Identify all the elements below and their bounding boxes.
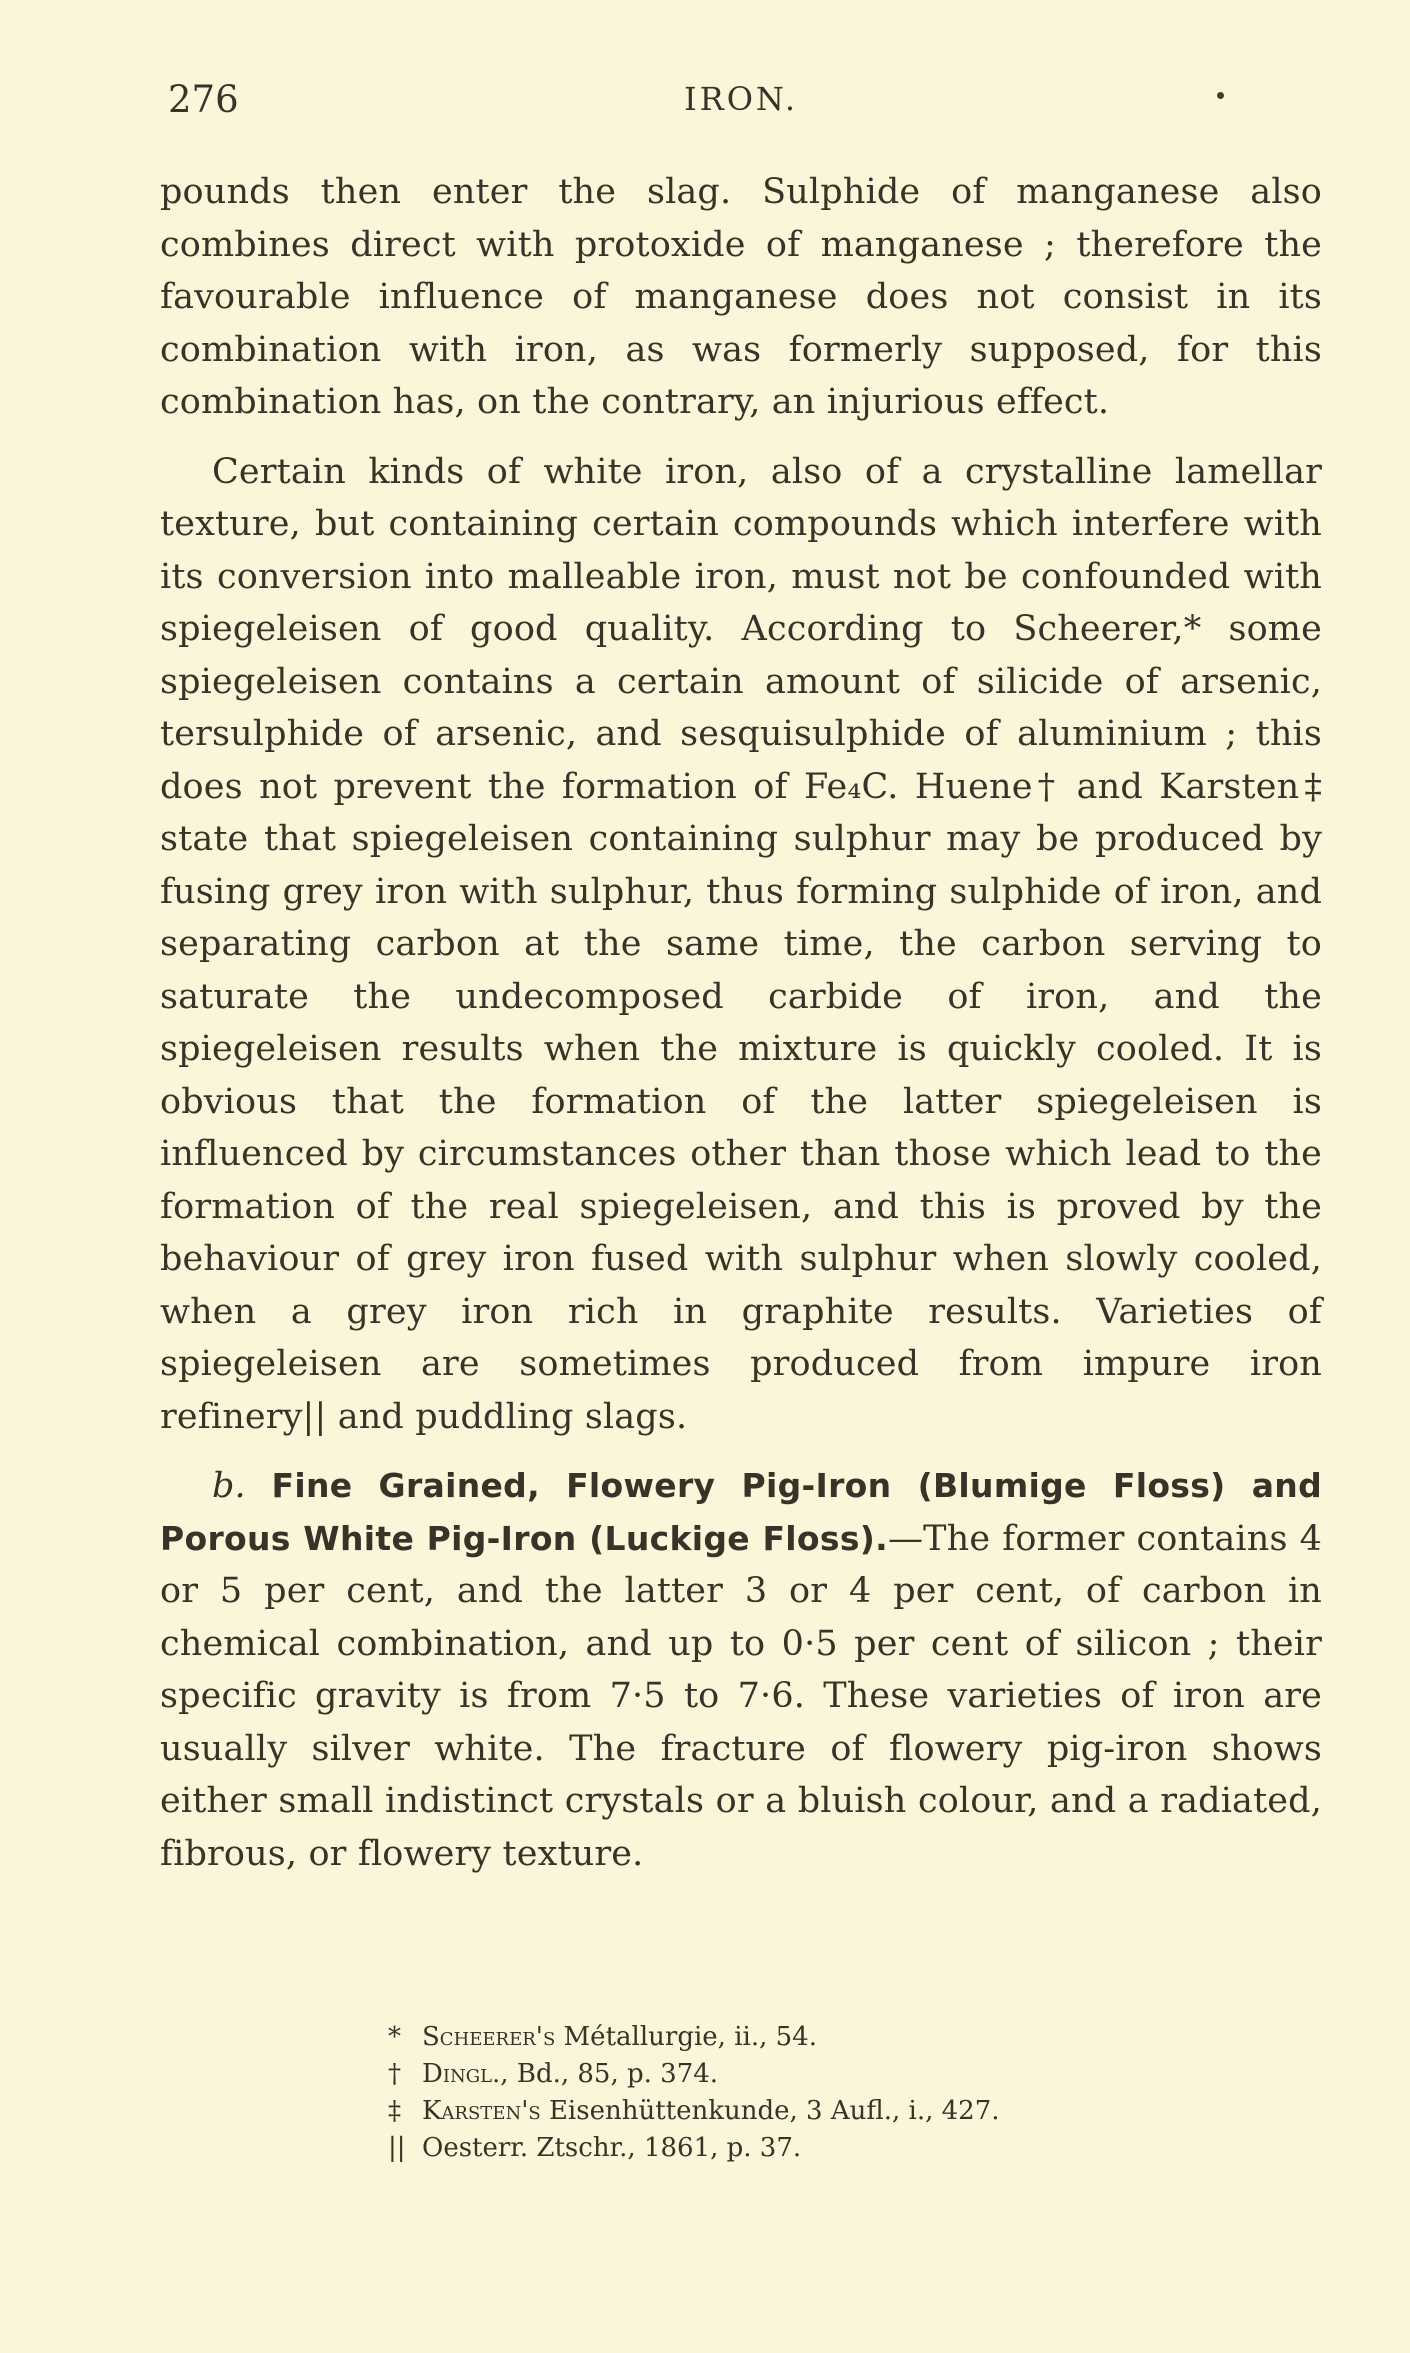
subsection-label: b. [212,1466,246,1506]
paragraph-1: pounds then enter the slag. Sulphide of manganese also combines direct with protoxide of manganese ; therefore the favourable influence of manganese does not consist in its combination with iron, as was formerly supposed, for this combination has, on the contrary, an injurious effect. [160,172,1322,422]
page-number: 276 [168,78,239,121]
footnote-text: Bd., 85, p. 374. [508,2059,719,2089]
footnote [388,2093,1208,2130]
footnote [388,2019,1208,2056]
footnote-text: Métallurgie, ii., 54. [555,2022,817,2052]
footnote-mark: † [388,2059,401,2089]
footnote [388,2130,1208,2167]
footnote-author: Karsten's [422,2096,541,2126]
body-text [160,166,1322,1880]
footnotes [388,2019,1208,2167]
printer-dot [1217,92,1224,99]
subsection-title: Fine Grained, Flowery Pig-Iron (Blumige Floss) and Porous White Pig-Iron (Luckige Floss). [160,1466,1322,1558]
running-title: IRON. [683,80,799,118]
footnote [388,2056,1208,2093]
footnote-mark: ‡ [388,2096,401,2126]
footnote-mark: * [388,2022,401,2052]
footnote-text: Eisenhüttenkunde, 3 Aufl., i., 427. [540,2096,1000,2126]
paragraph-2: Certain kinds of white iron, also of a crystalline lamellar texture, but containing certain compounds which interfere with its conversion into malleable iron, must not be confounded with spiegeleisen of good quality. According to Scheerer,* some spiegeleisen contains a certain amount of silicide of arsenic, tersulphide of arsenic, and sesquisulphide of aluminium ; this does not prevent the formation of Fe₄C. Huene† and Karsten‡ state that spiegeleisen containing sulphur may be produced by fusing grey iron with sulphur, thus forming sulphide of iron, and separating carbon at the same time, the carbon serving to saturate the undecomposed carbide of iron, and the spiegeleisen results when the mixture is quickly cooled. It is obvious that the formation of the latter spiegeleisen is influenced by circumstances other than those which lead to the formation of the real spiegeleisen, and this is proved by the behaviour of grey iron fused with sulphur when slowly cooled, when a grey iron rich in graphite results. Varieties of spiegeleisen are sometimes produced from impure iron refinery|| and puddling slags. [160,451,1322,1437]
footnote-author: Scheerer's [422,2022,556,2052]
running-head [160,78,1322,138]
footnote-text: Oesterr. Ztschr., 1861, p. 37. [422,2133,802,2163]
footnote-author: Dingl., [422,2059,509,2089]
footnote-mark: || [388,2133,406,2163]
paragraph-3-text: —The former contains 4 or 5 per cent, and the latter 3 or 4 per cent, of carbon in chemical combination, and up to 0·5 per cent of silicon ; their specific gravity is from 7·5 to 7·6. These varieties of iron are usually silver white. The fracture of flowery pig-iron shows either small indistinct crystals or a bluish colour, and a radiated, fibrous, or flowery texture. [160,1518,1322,1874]
paragraph-3 [160,1460,1322,1880]
